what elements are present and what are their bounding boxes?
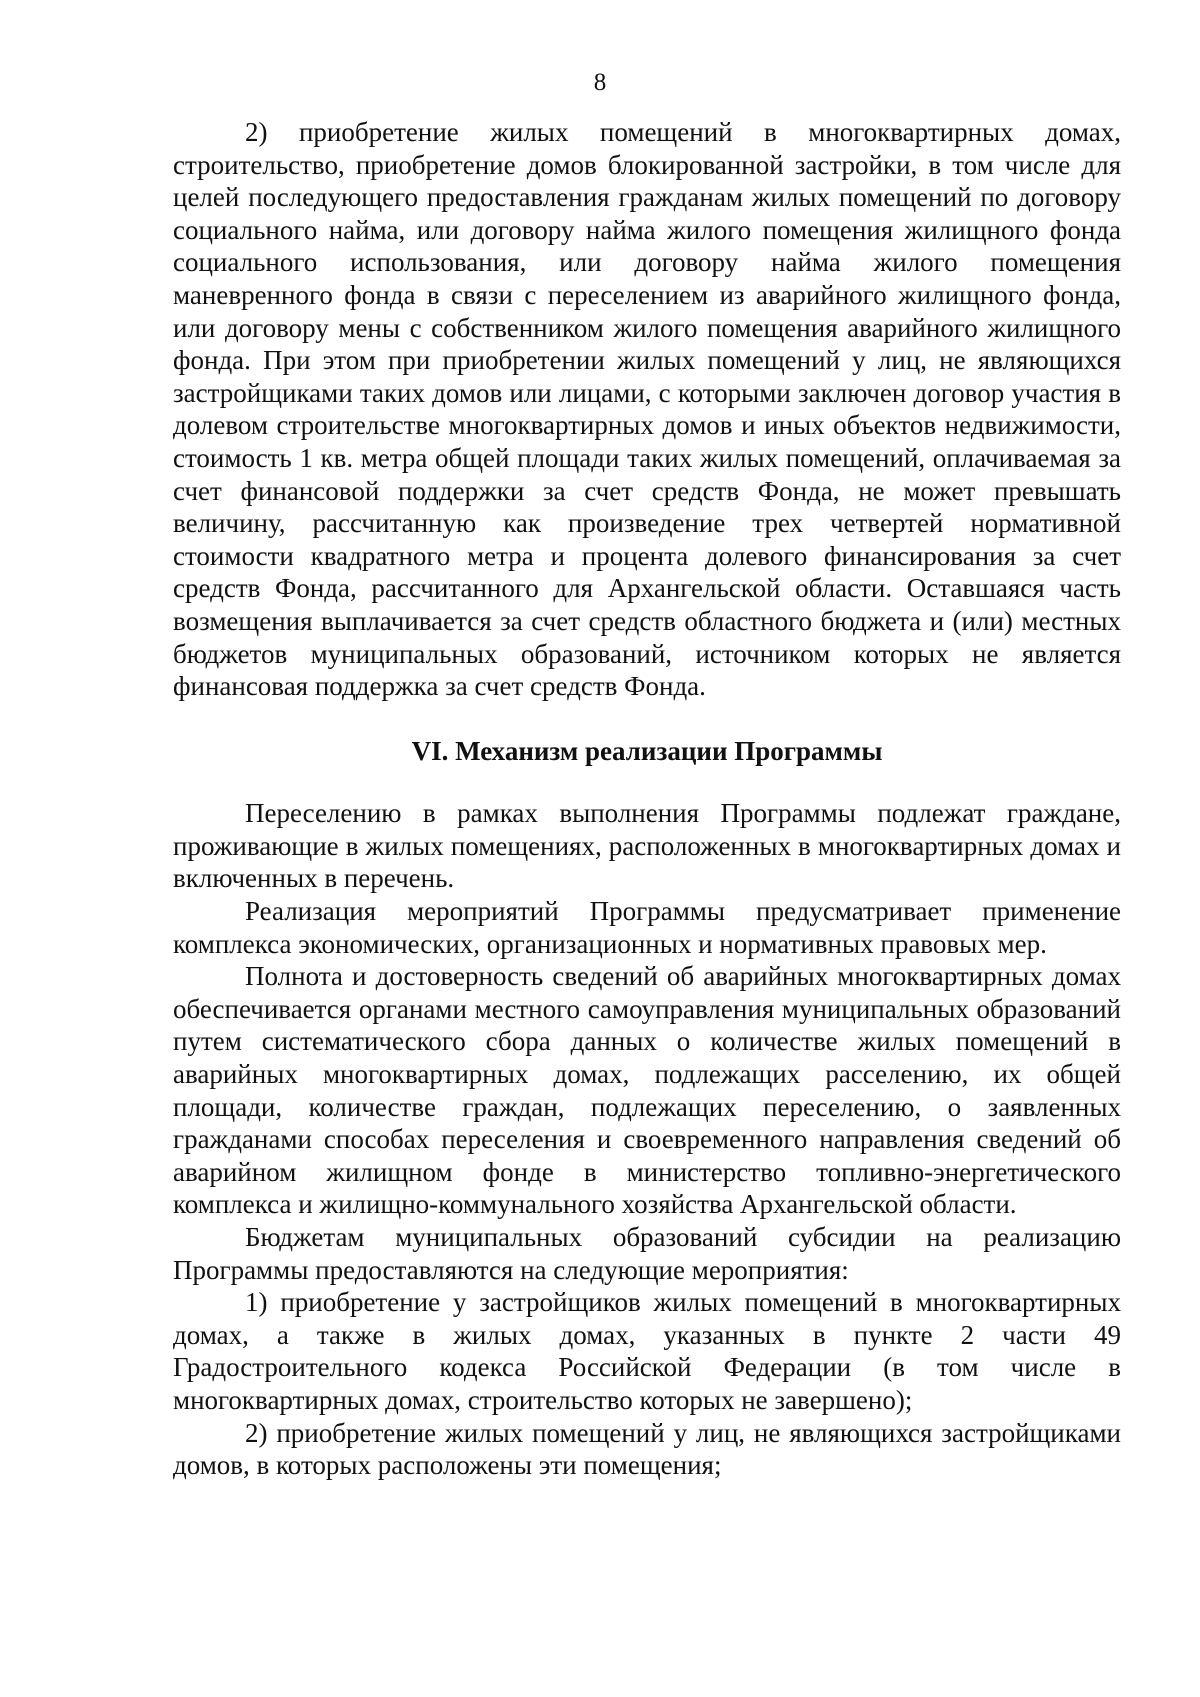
page-number: 8 (593, 69, 607, 96)
paragraph-resettlement-scope: Переселению в рамках выполнения Программы подлежат граждане, проживающие в жилых помещениях, расположенных в многоквартирных домах и включенных в перечень. (173, 798, 1121, 894)
paragraph-program-measures: Реализация мероприятий Программы предусматривает применение комплекса экономических, организационных и нормативных правовых мер. (173, 896, 1121, 959)
list-item-1: 1) приобретение у застройщиков жилых помещений в многоквартирных домах, а также в жилых домах, указанных в пункте 2 части 49 Градостроительного кодекса Российской Федерации (в том числе в многоквартирных домах, строительство которых не завершено); (173, 1287, 1121, 1415)
section-heading: VI. Механизм реализации Программы (411, 735, 883, 766)
paragraph-housing-acquisition: 2) приобретение жилых помещений в многоквартирных домах, строительство, приобретение домов блокированной застройки, в том числе для целей последующего предоставления гражданам жилых помещений по договору социального найма, или договору найма жилого помещения жилищного фонда социального использования, или договору найма жилого помещения маневренного фонда в связи с переселением из аварийного жилищного фонда, или договору мены с собственником жилого помещения аварийного жилищного фонда. При этом при приобретении жилых помещений у лиц, не являющихся застройщиками таких домов или лицами, с которыми заключен договор участия в долевом строительстве многоквартирных домов и иных объектов недвижимости, стоимость 1 кв. метра общей площади таких жилых помещений, оплачиваемая за счет финансовой поддержки за счет средств Фонда, не может превышать величину, рассчитанную как произведение трех четвертей нормативной стоимости квадратного метра и процента долевого финансирования за счет средств Фонда, рассчитанного для Архангельской области. Оставшаяся часть возмещения выплачивается за счет средств областного бюджета и (или) местных бюджетов муниципальных образований, источником которых не является финансовая поддержка за счет средств Фонда. (173, 117, 1121, 702)
paragraph-data-reliability: Полнота и достоверность сведений об аварийных многоквартирных домах обеспечивается органами местного самоуправления муниципальных образований путем систематического сбора данных о количестве жилых помещений в аварийных многоквартирных домах, подлежащих расселению, их общей площади, количестве граждан, подлежащих переселению, о заявленных гражданами способах переселения и своевременного направления сведений об аварийном жилищном фонде в министерство топливно-энергетического комплекса и жилищно-коммунального хозяйства Архангельской области. (173, 961, 1121, 1220)
list-item-2: 2) приобретение жилых помещений у лиц, не являющихся застройщиками домов, в которых расположены эти помещения; (173, 1417, 1121, 1481)
document-body (173, 116, 1121, 1482)
paragraph-subsidies: Бюджетам муниципальных образований субсидии на реализацию Программы предоставляются на следующие мероприятия: (173, 1222, 1121, 1285)
